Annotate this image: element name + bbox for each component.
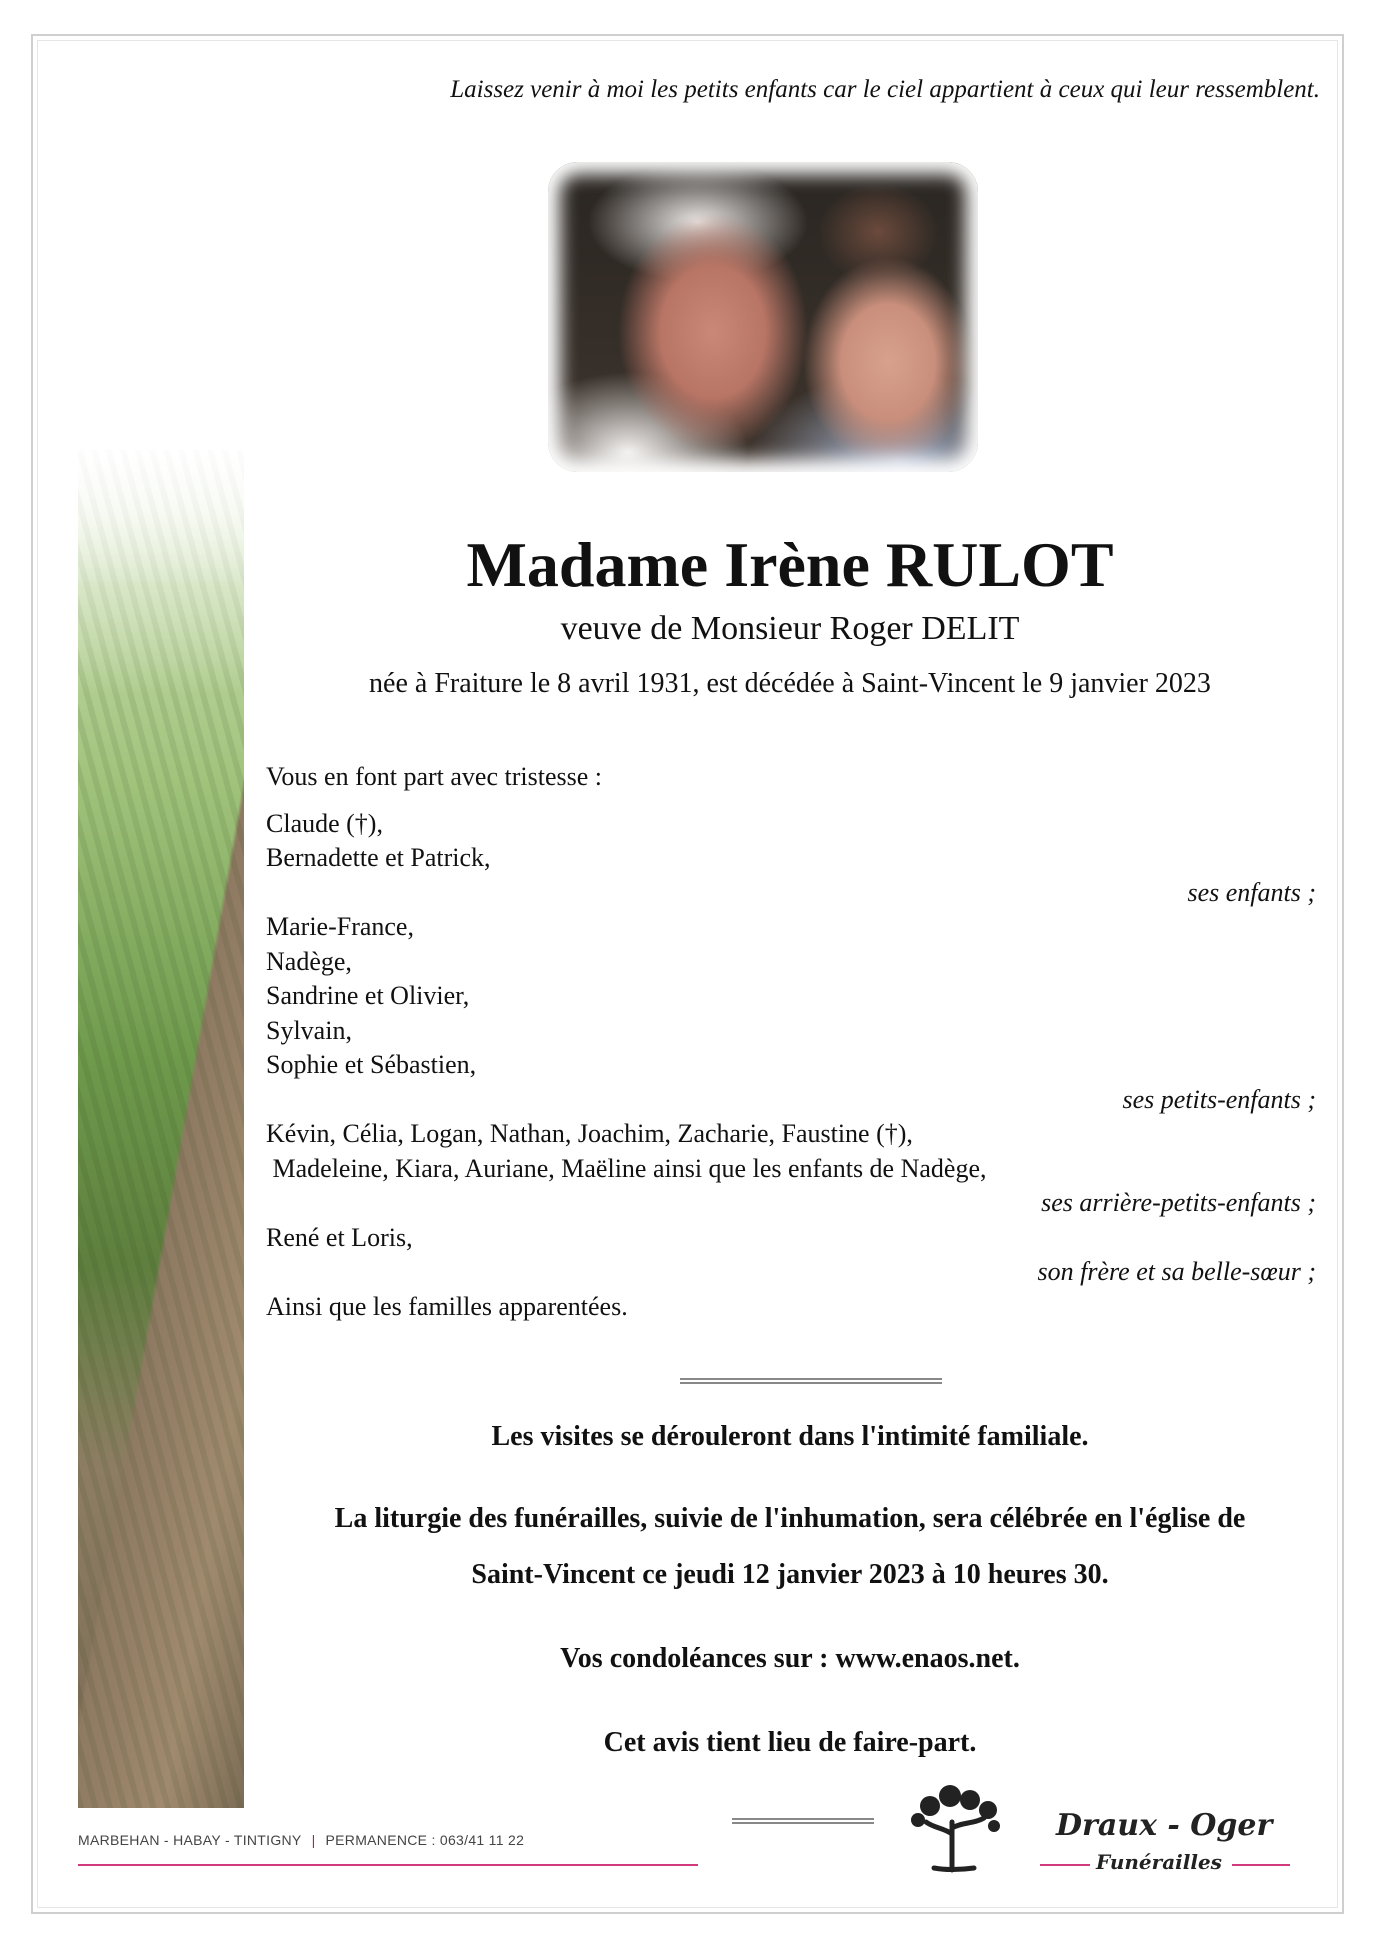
tree-logo-icon — [904, 1782, 1008, 1874]
family-member: Claude (†), — [266, 808, 383, 838]
brand-accent-line-right — [1232, 1864, 1290, 1866]
family-role: ses petits-enfants ; — [1122, 1084, 1316, 1114]
footer-contact — [78, 1832, 524, 1848]
footer-separator: | — [311, 1832, 316, 1848]
family-member: René et Loris, — [266, 1222, 413, 1252]
family-member: Bernadette et Patrick, — [266, 843, 491, 872]
liturgy-notice-line-1: La liturgie des funérailles, suivie de l'inhumation, sera célébrée en l'église de — [334, 1503, 1246, 1534]
widow-of: veuve de Monsieur Roger DELIT — [560, 610, 1020, 647]
family-member: Sophie et Sébastien, — [266, 1050, 477, 1079]
family-role: son frère et sa belle-sœur ; — [1037, 1257, 1316, 1286]
family-member: Sylvain, — [266, 1015, 352, 1045]
deceased-name: Madame Irène RULOT — [466, 529, 1114, 600]
condolences-notice: Vos condoléances sur : www.enaos.net. — [560, 1643, 1020, 1674]
liturgy-notice-line-2: Saint-Vincent ce jeudi 12 janvier 2023 à 10 heures 30. — [471, 1559, 1109, 1590]
family-closing: Ainsi que les familles apparentées. — [266, 1291, 628, 1321]
footer-divider — [732, 1818, 874, 1824]
family-role: ses arrière-petits-enfants ; — [1041, 1188, 1316, 1217]
divider — [680, 1378, 942, 1384]
family-role: ses enfants ; — [1187, 877, 1316, 907]
family-member: Sandrine et Olivier, — [266, 981, 470, 1010]
quote-text: Laissez venir à moi les petits enfants car le ciel appartient à ceux qui leur ressemblent. — [450, 76, 1320, 103]
family-member: Nadège, — [266, 946, 352, 976]
brand-subtitle: Funérailles — [1096, 1850, 1222, 1874]
announcement-notice: Cet avis tient lieu de faire-part. — [603, 1727, 977, 1758]
footer-accent-line — [78, 1864, 698, 1866]
forest-path-image — [78, 450, 244, 1808]
spacer — [266, 795, 1316, 807]
couple-portrait-photo — [548, 162, 978, 472]
family-member: Marie-France, — [266, 912, 414, 941]
family-member: Madeleine, Kiara, Auriane, Maëline ainsi que les enfants de Nadège, — [266, 1153, 987, 1183]
visits-notice: Les visites se dérouleront dans l'intimité familiale. — [491, 1421, 1089, 1452]
family-list — [266, 760, 1316, 1324]
family-intro: Vous en font part avec tristesse : — [266, 762, 602, 791]
brand-name: Draux - Oger — [1056, 1808, 1273, 1843]
brand-accent-line-left — [1040, 1864, 1090, 1866]
footer-locations: MARBEHAN - HABAY - TINTIGNY — [78, 1832, 302, 1848]
footer-permanence: PERMANENCE : 063/41 11 22 — [325, 1832, 525, 1848]
family-member: Kévin, Célia, Logan, Nathan, Joachim, Zacharie, Faustine (†), — [266, 1119, 913, 1148]
birth-death-line: née à Fraiture le 8 avril 1931, est décédée à Saint-Vincent le 9 janvier 2023 — [369, 668, 1211, 699]
